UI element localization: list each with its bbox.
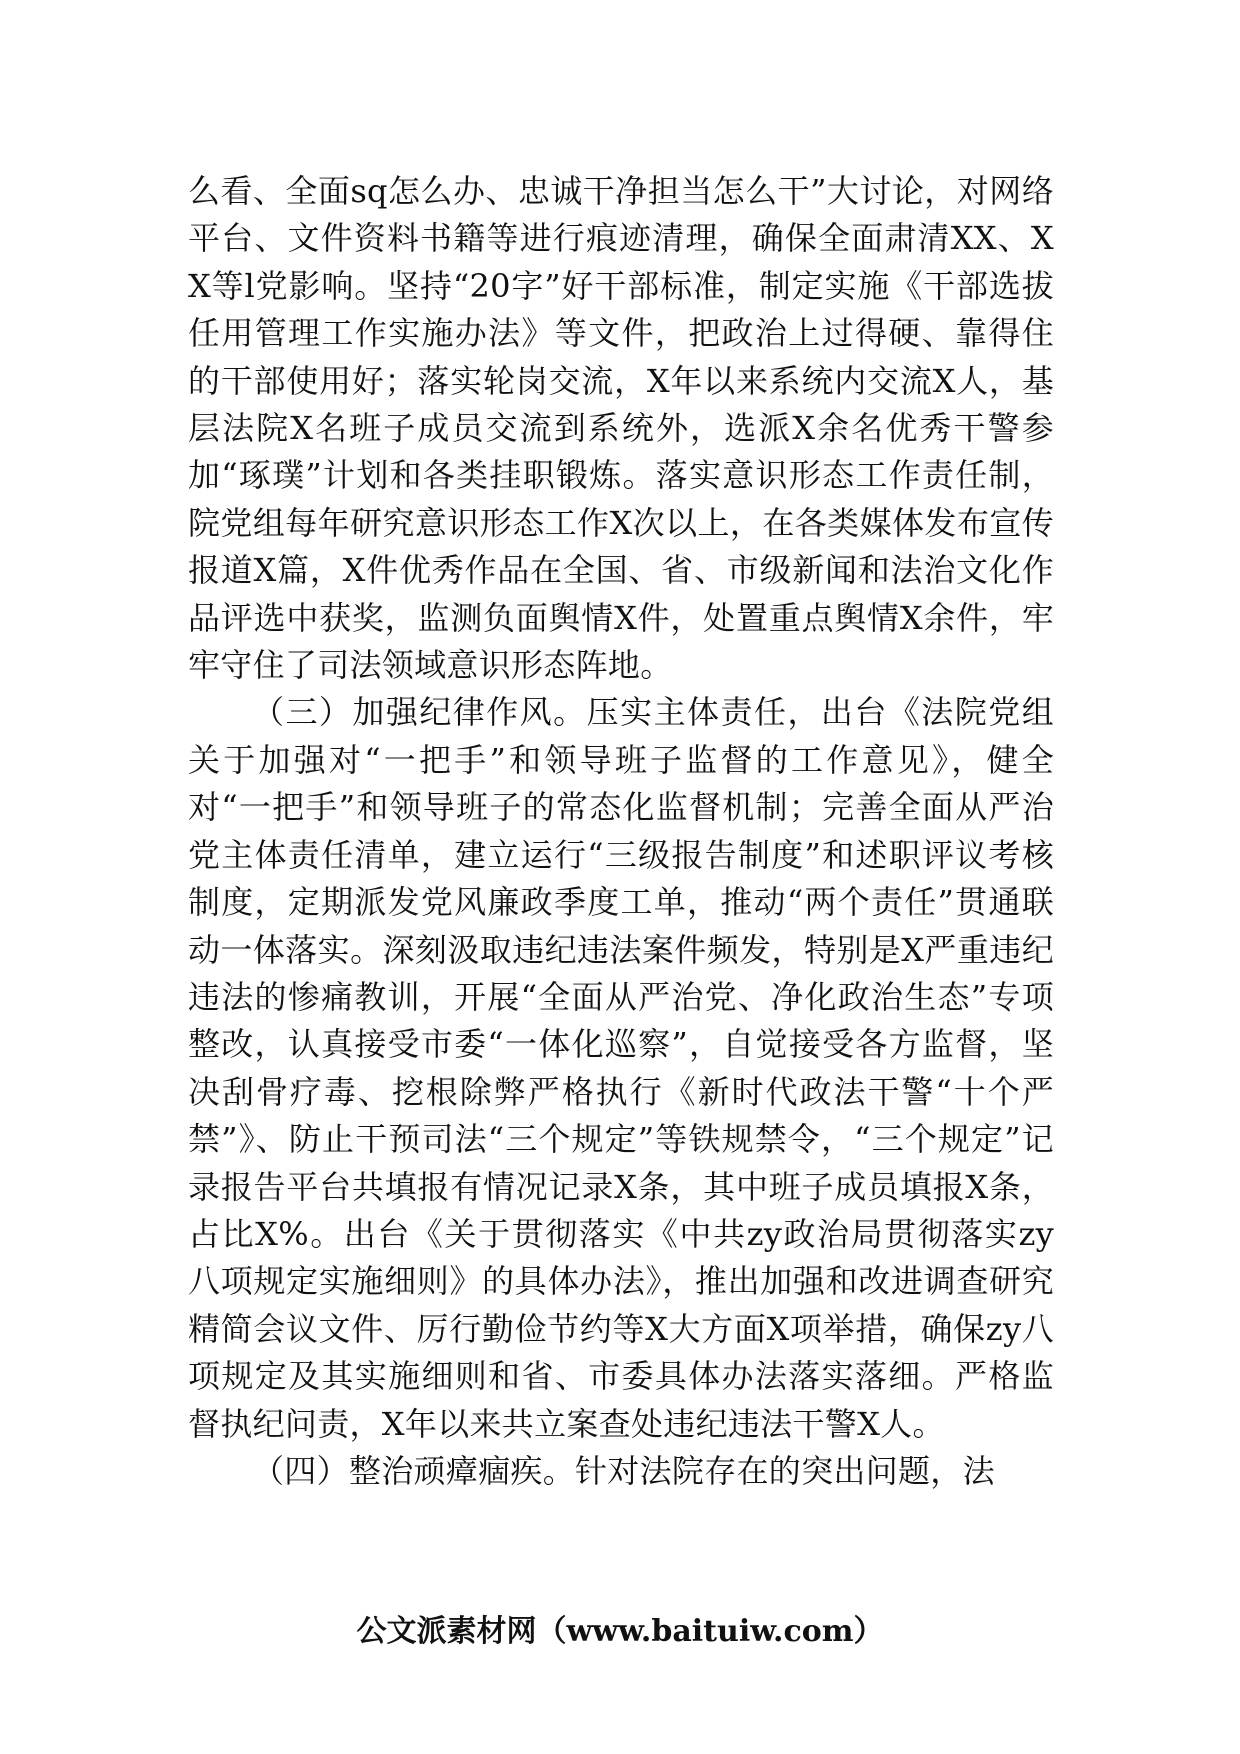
paragraph-rectify-problems: （四）整治顽瘴痼疾。针对法院存在的突出问题，法 bbox=[252, 1451, 995, 1490]
page-footer-source: 公文派素材网（www.baituiw.com） bbox=[356, 1614, 884, 1649]
document-body bbox=[188, 168, 1054, 1495]
paragraph-ideology-cleanup: 么看、全面sq怎么办、忠诚干净担当怎么干”大讨论，对网络平台、文件资料书籍等进行痕迹清理，确保全面肃清XX、XX等l党影响。坚持“20字”好干部标准，制定实施《干部选拔任用管理工作实施办法》等文件，把政治上过得硬、靠得住的干部使用好；落实轮岗交流，X年以来系统内交流X人，基层法院X名班子成员交流到系统外，选派X余名优秀干警参加“琢璞”计划和各类挂职锻炼。落实意识形态工作责任制，院党组每年研究意识形态工作X次以上，在各类媒体发布宣传报道X篇，X件优秀作品在全国、省、市级新闻和法治文化作品评选中获奖，监测负面舆情X件，处置重点舆情X余件，牢牢守住了司法领域意识形态阵地。 bbox=[188, 172, 1054, 685]
paragraph-discipline-style: （三）加强纪律作风。压实主体责任，出台《法院党组关于加强对“一把手”和领导班子监督的工作意见》，健全对“一把手”和领导班子的常态化监督机制；完善全面从严治党主体责任清单，建立运行“三级报告制度”和述职评议考核制度，定期派发党风廉政季度工单，推动“两个责任”贯通联动一体落实。深刻汲取违纪违法案件频发，特别是X严重违纪违法的惨痛教训，开展“全面从严治党、净化政治生态”专项整改，认真接受市委“一体化巡察”，自觉接受各方监督，坚决刮骨疗毒、挖根除弊严格执行《新时代政法干警“十个严禁”》、防止干预司法“三个规定”等铁规禁令，“三个规定”记录报告平台共填报有情况记录X条，其中班子成员填报X条，占比X%。出台《关于贯彻落实《中共zy政治局贯彻落实zy八项规定实施细则》的具体办法》，推出加强和改进调查研究精简会议文件、厉行勤俭节约等X大方面X项举措，确保zy八项规定及其实施细则和省、市委具体办法落实落细。严格监督执纪问责，X年以来共立案查处违纪违法干警X人。 bbox=[188, 693, 1054, 1443]
